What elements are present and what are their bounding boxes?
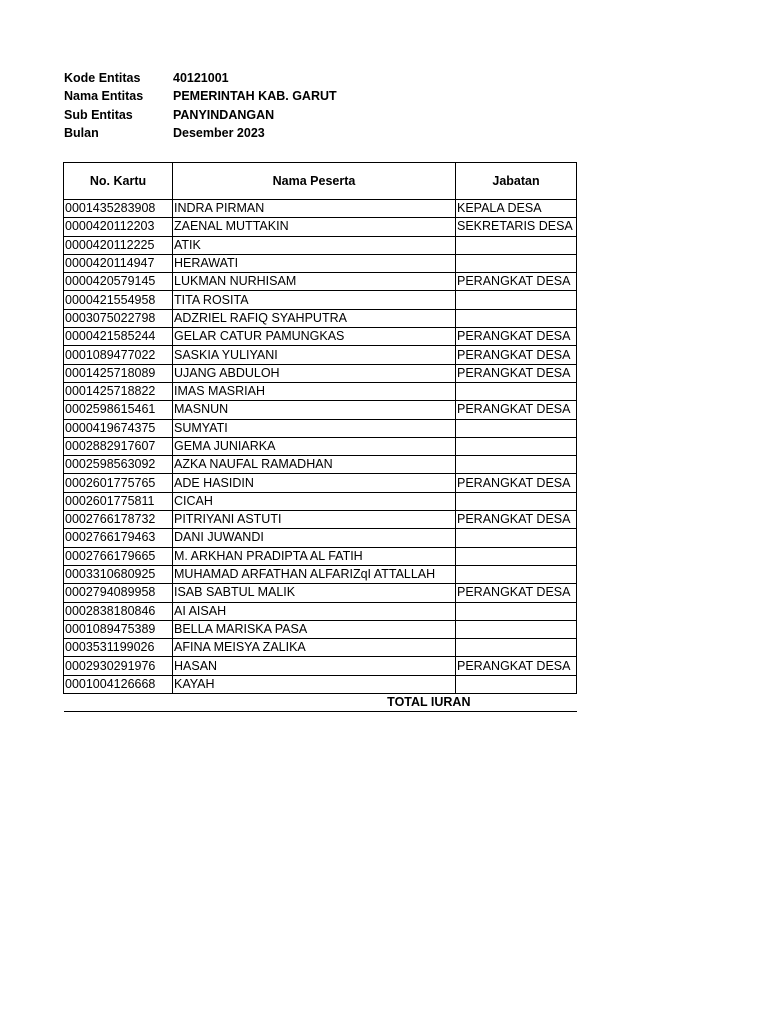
entity-info — [64, 69, 337, 143]
table-row — [64, 273, 577, 291]
nama-entitas-row — [64, 87, 337, 105]
table-row — [64, 346, 577, 364]
jabatan-cell — [456, 291, 577, 309]
no-kartu-cell: 0002930291976 — [64, 657, 173, 675]
jabatan-cell — [456, 236, 577, 254]
table-row — [64, 291, 577, 309]
no-kartu-cell: 0000420579145 — [64, 273, 173, 291]
nama-peserta-cell: ATIK — [173, 236, 456, 254]
no-kartu-cell: 0002838180846 — [64, 602, 173, 620]
sub-entitas-row — [64, 106, 337, 124]
table-row — [64, 200, 577, 218]
table-row — [64, 437, 577, 455]
jabatan-cell — [456, 602, 577, 620]
nama-peserta-cell: UJANG ABDULOH — [173, 364, 456, 382]
nama-peserta-cell: DANI JUWANDI — [173, 529, 456, 547]
total-iuran-label: TOTAL IURAN — [64, 694, 577, 712]
no-kartu-cell: 0003310680925 — [64, 565, 173, 583]
no-kartu-cell: 0001089477022 — [64, 346, 173, 364]
jabatan-cell — [456, 529, 577, 547]
jabatan-cell: PERANGKAT DESA — [456, 401, 577, 419]
column-header-no-kartu: No. Kartu — [64, 163, 173, 200]
no-kartu-cell: 0003075022798 — [64, 309, 173, 327]
nama-peserta-cell: TITA ROSITA — [173, 291, 456, 309]
no-kartu-cell: 0001089475389 — [64, 620, 173, 638]
nama-peserta-cell: AZKA NAUFAL RAMADHAN — [173, 456, 456, 474]
table-row — [64, 620, 577, 638]
jabatan-cell — [456, 492, 577, 510]
table-row — [64, 602, 577, 620]
nama-peserta-cell: GEMA JUNIARKA — [173, 437, 456, 455]
table-row — [64, 218, 577, 236]
no-kartu-cell: 0000420112225 — [64, 236, 173, 254]
nama-peserta-cell: INDRA PIRMAN — [173, 200, 456, 218]
table-row — [64, 328, 577, 346]
nama-peserta-cell: MASNUN — [173, 401, 456, 419]
table-row — [64, 419, 577, 437]
jabatan-cell: PERANGKAT DESA — [456, 364, 577, 382]
nama-peserta-cell: HERAWATI — [173, 254, 456, 272]
table-row — [64, 364, 577, 382]
jabatan-cell: PERANGKAT DESA — [456, 474, 577, 492]
jabatan-cell — [456, 675, 577, 693]
no-kartu-cell: 0000421554958 — [64, 291, 173, 309]
no-kartu-cell: 0002601775811 — [64, 492, 173, 510]
nama-peserta-cell: SUMYATI — [173, 419, 456, 437]
no-kartu-cell: 0000419674375 — [64, 419, 173, 437]
no-kartu-cell: 0002794089958 — [64, 584, 173, 602]
nama-peserta-cell: MUHAMAD ARFATHAN ALFARIZqI ATTALLAH — [173, 565, 456, 583]
column-header-nama-peserta: Nama Peserta — [173, 163, 456, 200]
jabatan-cell — [456, 547, 577, 565]
no-kartu-cell: 0002766179665 — [64, 547, 173, 565]
jabatan-cell — [456, 437, 577, 455]
jabatan-cell: PERANGKAT DESA — [456, 273, 577, 291]
table-row — [64, 236, 577, 254]
nama-peserta-cell: SASKIA YULIYANI — [173, 346, 456, 364]
nama-peserta-cell: CICAH — [173, 492, 456, 510]
table-row — [64, 565, 577, 583]
nama-entitas-value: PEMERINTAH KAB. GARUT — [173, 89, 337, 104]
jabatan-cell — [456, 456, 577, 474]
column-header-jabatan: Jabatan — [456, 163, 577, 200]
nama-peserta-cell: HASAN — [173, 657, 456, 675]
kode-entitas-value: 40121001 — [173, 71, 229, 85]
peserta-table — [63, 162, 577, 712]
nama-peserta-cell: KAYAH — [173, 675, 456, 693]
jabatan-cell: PERANGKAT DESA — [456, 346, 577, 364]
table-row — [64, 657, 577, 675]
table-row — [64, 584, 577, 602]
sub-entitas-value: PANYINDANGAN — [173, 107, 275, 122]
nama-peserta-cell: GELAR CATUR PAMUNGKAS — [173, 328, 456, 346]
no-kartu-cell: 0001425718822 — [64, 382, 173, 400]
table-row — [64, 492, 577, 510]
table-row — [64, 639, 577, 657]
table-row — [64, 675, 577, 693]
jabatan-cell: KEPALA DESA — [456, 200, 577, 218]
bulan-label: Bulan — [64, 126, 99, 141]
nama-peserta-cell: M. ARKHAN PRADIPTA AL FATIH — [173, 547, 456, 565]
nama-peserta-cell: ADE HASIDIN — [173, 474, 456, 492]
jabatan-cell: SEKRETARIS DESA — [456, 218, 577, 236]
no-kartu-cell: 0002598563092 — [64, 456, 173, 474]
no-kartu-cell: 0002598615461 — [64, 401, 173, 419]
no-kartu-cell: 0001425718089 — [64, 364, 173, 382]
jabatan-cell: PERANGKAT DESA — [456, 657, 577, 675]
bulan-value: Desember 2023 — [173, 126, 265, 141]
table-row — [64, 547, 577, 565]
no-kartu-cell: 0001004126668 — [64, 675, 173, 693]
jabatan-cell — [456, 254, 577, 272]
jabatan-cell: PERANGKAT DESA — [456, 584, 577, 602]
kode-entitas-row — [64, 69, 337, 87]
nama-entitas-label: Nama Entitas — [64, 89, 144, 104]
nama-peserta-cell: ISAB SABTUL MALIK — [173, 584, 456, 602]
jabatan-cell — [456, 309, 577, 327]
table-row — [64, 511, 577, 529]
no-kartu-cell: 0000420114947 — [64, 254, 173, 272]
no-kartu-cell: 0002882917607 — [64, 437, 173, 455]
jabatan-cell: PERANGKAT DESA — [456, 328, 577, 346]
nama-peserta-cell: ADZRIEL RAFIQ SYAHPUTRA — [173, 309, 456, 327]
no-kartu-cell: 0002766179463 — [64, 529, 173, 547]
sub-entitas-label: Sub Entitas — [64, 107, 133, 122]
no-kartu-cell: 0000421585244 — [64, 328, 173, 346]
no-kartu-cell: 0002766178732 — [64, 511, 173, 529]
total-row — [64, 694, 577, 712]
jabatan-cell: PERANGKAT DESA — [456, 511, 577, 529]
table-row — [64, 401, 577, 419]
nama-peserta-cell: BELLA MARISKA PASA — [173, 620, 456, 638]
nama-peserta-cell: LUKMAN NURHISAM — [173, 273, 456, 291]
table-row — [64, 254, 577, 272]
table-row — [64, 529, 577, 547]
nama-peserta-cell: AFINA MEISYA ZALIKA — [173, 639, 456, 657]
jabatan-cell — [456, 419, 577, 437]
table-row — [64, 309, 577, 327]
jabatan-cell — [456, 620, 577, 638]
table-row — [64, 382, 577, 400]
nama-peserta-cell: ZAENAL MUTTAKIN — [173, 218, 456, 236]
table-row — [64, 474, 577, 492]
jabatan-cell — [456, 639, 577, 657]
no-kartu-cell: 0003531199026 — [64, 639, 173, 657]
table-row — [64, 456, 577, 474]
no-kartu-cell: 0001435283908 — [64, 200, 173, 218]
table-header-row — [64, 163, 577, 200]
nama-peserta-cell: IMAS MASRIAH — [173, 382, 456, 400]
jabatan-cell — [456, 382, 577, 400]
nama-peserta-cell: AI AISAH — [173, 602, 456, 620]
no-kartu-cell: 0002601775765 — [64, 474, 173, 492]
kode-entitas-label: Kode Entitas — [64, 71, 141, 85]
bulan-row — [64, 124, 337, 142]
jabatan-cell — [456, 565, 577, 583]
no-kartu-cell: 0000420112203 — [64, 218, 173, 236]
nama-peserta-cell: PITRIYANI ASTUTI — [173, 511, 456, 529]
